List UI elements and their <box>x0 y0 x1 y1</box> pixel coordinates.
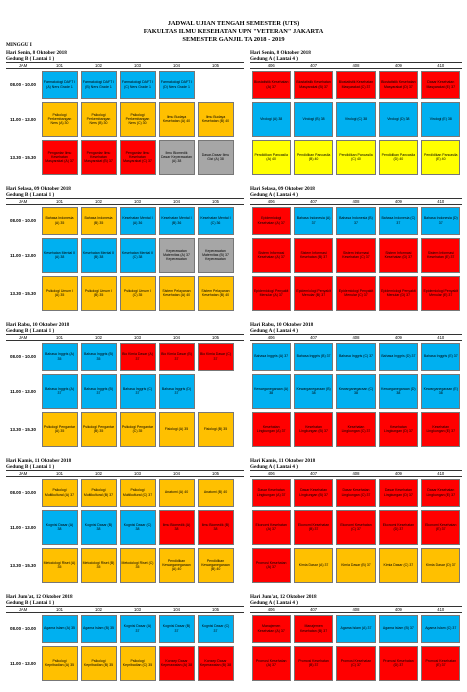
day-label: Hari Senin, 8 Oktober 2018 <box>6 50 67 56</box>
exam-cell: Manajemen Kesehatan (B) 37 <box>294 615 333 643</box>
day-block-left <box>6 458 244 584</box>
building-label: Gedung B ( Lantai 1 ) <box>6 600 55 606</box>
exam-cell: Pengantar Ilmu Kesehatan Masyarakat (A) 37 <box>42 140 78 175</box>
exam-row <box>6 341 244 372</box>
exam-cell: Metodologi Riset (A) 35 <box>42 548 78 583</box>
exam-row <box>250 508 462 546</box>
room-header: 105 <box>212 471 219 476</box>
exam-cell: Bahasa Indonesia (B) 35 <box>81 207 117 235</box>
day-block-left <box>6 594 244 682</box>
exam-cell: Kesehatan Mental II (B) 38 <box>81 238 117 273</box>
exam-cell: Kognisi Dasar (A) 37 <box>120 615 156 643</box>
day-block-left <box>6 50 244 176</box>
week-label: MINGGU I <box>6 42 32 48</box>
room-header: 104 <box>173 607 180 612</box>
exam-cell: Metodologi Riset (C) 35 <box>120 548 156 583</box>
room-header: 410 <box>437 199 445 204</box>
room-header-row <box>250 606 462 613</box>
room-header: 409 <box>394 63 402 68</box>
exam-cell: Promosi Kesehatan (E) 37 <box>421 646 460 681</box>
exam-cell: Epidemiologi Penyakit Menular (C) 37 <box>336 276 375 311</box>
exam-row <box>250 341 462 372</box>
exam-cell: Bahasa Inggris (A) 37 <box>42 374 78 409</box>
exam-cell: Dasar Kesehatan Lingkungan (B) 37 <box>294 479 333 507</box>
exam-cell: Epidemiologi Penyakit Menular (D) 37 <box>379 276 418 311</box>
exam-cell: Dasar Kesehatan Masyarakat (E) 37 <box>421 71 460 99</box>
room-header: 102 <box>95 63 102 68</box>
exam-row <box>6 138 244 176</box>
room-header-row <box>250 62 462 69</box>
time-slot: 08.00 - 10.00 <box>10 626 36 631</box>
exam-cell: Kognisi Dasar (B) 38 <box>81 510 117 545</box>
exam-cell: Sistem Informasi Kesehatan (C) 37 <box>336 238 375 273</box>
room-header: 410 <box>437 335 445 340</box>
exam-row <box>6 205 244 236</box>
exam-row <box>250 100 462 138</box>
exam-cell: Bahasa Indonesia (A) 37 <box>294 207 333 235</box>
exam-cell: Kewarganegaraan (E) 38 <box>421 374 460 409</box>
room-header: 103 <box>134 471 141 476</box>
exam-cell: Kimia Dasar (D) 37 <box>421 548 460 583</box>
exam-cell <box>198 71 234 99</box>
exam-cell: Kesehatan Lingkungan (C) 37 <box>336 412 375 447</box>
exam-cell: Pendidikan Pancasila (A) 40 <box>252 140 291 175</box>
exam-cell: Kognisi Dasar (A) 38 <box>42 510 78 545</box>
room-header: 408 <box>352 63 360 68</box>
exam-cell: Bio Kimia Dasar (A) 37 <box>120 343 156 371</box>
exam-cell: Kewarganegaraan (C) 38 <box>336 374 375 409</box>
room-header: 104 <box>173 63 180 68</box>
exam-cell: Epidemiologi Penyakit Menular (E) 37 <box>421 276 460 311</box>
exam-cell: Ilmu Budaya Kesehatan (A) 40 <box>159 102 195 137</box>
exam-cell: Bahasa Inggris (E) 37 <box>421 343 460 371</box>
time-slot: 08.00 - 10.00 <box>10 354 36 359</box>
exam-cell: Bahasa Inggris (C) 37 <box>336 343 375 371</box>
room-header: 409 <box>394 199 402 204</box>
exam-cell: Epidemiologi Penyakit Menular (A) 37 <box>252 276 291 311</box>
exam-cell: Psikologi Perkembangan Ners (C) 30 <box>120 102 156 137</box>
exam-row <box>250 410 462 448</box>
room-header: 101 <box>56 471 63 476</box>
exam-cell: Agama Islam (A) 37 <box>336 615 375 643</box>
exam-cell: Ekonomi Kesehatan (E) 37 <box>421 510 460 545</box>
exam-row <box>250 274 462 312</box>
exam-cell: Psikologi Multikultural (A) 37 <box>42 479 78 507</box>
exam-cell: Virologi (B) 38 <box>294 102 333 137</box>
room-header: 101 <box>56 607 63 612</box>
time-slot: 08.00 - 10.00 <box>10 490 36 495</box>
exam-cell: Keperawatan Maternitas (A) 37 Keperawatan <box>159 238 195 273</box>
day-label: Hari Jum'at, 12 Oktober 2018 <box>6 594 73 600</box>
room-header: 102 <box>95 471 102 476</box>
room-header-row <box>6 470 244 477</box>
exam-cell: Sistem Pelayanan Kesehatan (A) 40 <box>159 276 195 311</box>
room-header-row <box>6 606 244 613</box>
room-header: 104 <box>173 335 180 340</box>
exam-cell: Biostatistik Kesehatan (A) 37 <box>252 71 291 99</box>
room-header: 409 <box>394 471 402 476</box>
exam-row <box>250 644 462 682</box>
exam-cell: Agama Islam (B) 35 <box>81 615 117 643</box>
exam-cell: Pengantar Ilmu Kesehatan Masyarakat (B) 37 <box>81 140 117 175</box>
time-slot: 13.30 - 15.30 <box>10 426 36 432</box>
room-header: 105 <box>212 607 219 612</box>
exam-cell: Kesehatan Mental I (A) 36 <box>120 207 156 235</box>
exam-row <box>6 644 244 682</box>
exam-cell: Psikologi Perkembangan Ners (A) 30 <box>42 102 78 137</box>
exam-row <box>6 613 244 644</box>
exam-row <box>6 100 244 138</box>
room-header: 103 <box>134 63 141 68</box>
time-column-header: JAM <box>18 335 28 340</box>
exam-cell: Ekonomi Kesehatan (B) 37 <box>294 510 333 545</box>
exam-cell: Bahasa Indonesia (C) 37 <box>379 207 418 235</box>
exam-cell: Psikologi Multikultural (C) 37 <box>120 479 156 507</box>
exam-cell: Bahasa Inggris (A) 35 <box>42 343 78 371</box>
exam-cell: Promosi Kesehatan (A) 37 <box>252 646 291 681</box>
room-header: 105 <box>212 335 219 340</box>
exam-cell: Kesehatan Mental II (C) 38 <box>120 238 156 273</box>
day-block-right <box>250 186 462 312</box>
exam-cell: Sistem Informasi Kesehatan (A) 37 <box>252 238 291 273</box>
exam-cell: Promosi Kesehatan (A) 37 <box>252 548 291 583</box>
time-slot: 13.30 - 15.30 <box>10 154 36 160</box>
exam-cell: Virologi (C) 38 <box>336 102 375 137</box>
exam-cell: Promosi Kesehatan (B) 37 <box>294 646 333 681</box>
exam-cell: Virologi (D) 38 <box>379 102 418 137</box>
exam-cell: Pendidikan Pancasila (D) 40 <box>379 140 418 175</box>
day-label: Hari Jum'at, 12 Oktober 2018 <box>250 594 317 600</box>
day-label: Hari Kamis, 11 Oktober 2018 <box>250 458 316 464</box>
exam-cell: Agama Islam (C) 37 <box>421 615 460 643</box>
day-label: Hari Senin, 8 Oktober 2018 <box>250 50 311 56</box>
room-header: 104 <box>173 199 180 204</box>
building-label: Gedung A ( Lantai 4 ) <box>250 600 298 606</box>
building-label: Gedung B ( Lantai 1 ) <box>6 328 55 334</box>
exam-cell: Farmakologi DAFT I (A) Ners Grade 1 <box>42 71 78 99</box>
building-label: Gedung A ( Lantai 4 ) <box>250 464 298 470</box>
exam-cell: Anatomi (A) 40 <box>159 479 195 507</box>
exam-cell: Bio Kimia Dasar (C) 37 <box>198 343 234 371</box>
exam-cell: Pendidikan Pancasila (B) 40 <box>294 140 333 175</box>
exam-cell: Kesehatan Lingkungan (E) 37 <box>421 412 460 447</box>
exam-cell: Kognisi Dasar (C) 38 <box>120 510 156 545</box>
room-header: 406 <box>267 335 275 340</box>
exam-cell: Bahasa Indonesia (B) 37 <box>336 207 375 235</box>
exam-cell: Agama Islam (B) 37 <box>379 615 418 643</box>
room-header: 103 <box>134 335 141 340</box>
exam-cell: Pendidikan Kewarganegaraan (B) 40 <box>198 548 234 583</box>
exam-row <box>6 236 244 274</box>
time-slot: 11.00 - 13.00 <box>10 252 36 258</box>
room-header: 410 <box>437 63 445 68</box>
exam-cell: Kesehatan Lingkungan (B) 37 <box>294 412 333 447</box>
room-header: 101 <box>56 199 63 204</box>
time-slot: 11.00 - 13.00 <box>10 524 36 530</box>
room-header: 407 <box>310 471 318 476</box>
exam-cell: Dasar Kesehatan Lingkungan (D) 37 <box>379 479 418 507</box>
exam-cell: Farmakologi DAFT I (B) Ners Grade 1 <box>81 71 117 99</box>
time-slot: 11.00 - 13.00 <box>10 660 36 666</box>
room-header: 408 <box>352 199 360 204</box>
day-block-right <box>250 50 462 176</box>
exam-cell: Ilmu Budaya Kesehatan (B) 40 <box>198 102 234 137</box>
day-label: Hari Rabu, 10 Oktober 2018 <box>250 322 314 328</box>
exam-cell: Ilmu Biomedik (A) 38 <box>159 510 195 545</box>
room-header: 102 <box>95 199 102 204</box>
exam-cell: Kewarganegaraan (D) 38 <box>379 374 418 409</box>
exam-row <box>6 69 244 100</box>
exam-cell: Anatomi (B) 40 <box>198 479 234 507</box>
building-label: Gedung A ( Lantai 4 ) <box>250 192 298 198</box>
exam-cell: Farmakologi DAFT I (C) Ners Grade 1 <box>120 71 156 99</box>
exam-cell: Ekonomi Kesehatan (D) 37 <box>379 510 418 545</box>
exam-row <box>6 508 244 546</box>
doc-semester: SEMESTER GANJIL TA 2018 - 2019 <box>182 36 285 43</box>
exam-cell: Psikologi Kepribadian (C) 35 <box>120 646 156 681</box>
exam-cell: Epidemiologi Penyakit Menular (B) 37 <box>294 276 333 311</box>
exam-cell: Kimia Dasar (C) 37 <box>379 548 418 583</box>
exam-cell: Metodologi Riset (B) 35 <box>81 548 117 583</box>
room-header: 101 <box>56 63 63 68</box>
exam-row <box>250 613 462 644</box>
room-header-row <box>6 198 244 205</box>
exam-cell: Virologi (E) 38 <box>421 102 460 137</box>
exam-cell: Sistem Informasi Kesehatan (B) 37 <box>294 238 333 273</box>
exam-cell: Ekonomi Kesehatan (A) 37 <box>252 510 291 545</box>
exam-cell: Kimia Dasar (A) 37 <box>294 548 333 583</box>
room-header: 105 <box>212 199 219 204</box>
exam-cell: Bahasa Inggris (D) 37 <box>379 343 418 371</box>
exam-cell: Biostatistik Kesehatan Masyarakat (C) 37 <box>336 71 375 99</box>
exam-cell: Bahasa Inggris (B) 35 <box>81 343 117 371</box>
exam-cell: Konsep Dasar Keperawatan (B) 38 <box>198 646 234 681</box>
exam-cell: Promosi Kesehatan (D) 37 <box>379 646 418 681</box>
exam-row <box>6 274 244 312</box>
exam-cell: Epidemiologi Kesehatan (A) 37 <box>252 207 291 235</box>
exam-cell: Pendidikan Pancasila (C) 40 <box>336 140 375 175</box>
exam-cell: Kewarganegaraan (A) 38 <box>252 374 291 409</box>
building-label: Gedung B ( Lantai 1 ) <box>6 192 55 198</box>
room-header: 406 <box>267 607 275 612</box>
day-label: Hari Kamis, 11 Oktober 2018 <box>6 458 72 464</box>
room-header: 408 <box>352 607 360 612</box>
exam-row <box>250 205 462 236</box>
exam-cell: Pendidikan Pancasila (E) 40 <box>421 140 460 175</box>
exam-cell: Psikologi Perkembangan Ners (B) 30 <box>81 102 117 137</box>
room-header: 105 <box>212 63 219 68</box>
room-header: 409 <box>394 335 402 340</box>
time-column-header: JAM <box>18 471 28 476</box>
exam-cell: Sistem Pelayanan Kesehatan (B) 40 <box>198 276 234 311</box>
exam-cell: Psikologi Multikultural (B) 37 <box>81 479 117 507</box>
exam-row <box>250 69 462 100</box>
exam-cell: Dasar-Dasar Ilmu Gizi (A) 38 <box>198 140 234 175</box>
room-header: 409 <box>394 607 402 612</box>
exam-cell: Psikologi Pengantar (C) 35 <box>120 412 156 447</box>
exam-row <box>250 372 462 410</box>
room-header-row <box>250 334 462 341</box>
time-slot: 11.00 - 13.00 <box>10 116 36 122</box>
exam-cell: Kognisi Dasar (C) 37 <box>198 615 234 643</box>
building-label: Gedung A ( Lantai 4 ) <box>250 328 298 334</box>
exam-cell: Bahasa Inggris (A) 37 <box>252 343 291 371</box>
day-label: Hari Selasa, 09 Oktober 2018 <box>6 186 71 192</box>
room-header: 104 <box>173 471 180 476</box>
exam-cell: Bahasa Inggris (B) 37 <box>294 343 333 371</box>
exam-row <box>6 410 244 448</box>
exam-row <box>6 372 244 410</box>
day-label: Hari Selasa, 09 Oktober 2018 <box>250 186 315 192</box>
room-header-row <box>250 470 462 477</box>
exam-cell: Bahasa Indonesia (A) 35 <box>42 207 78 235</box>
day-block-right <box>250 458 462 584</box>
exam-cell <box>198 374 234 409</box>
time-slot: 08.00 - 10.00 <box>10 82 36 87</box>
exam-cell: Sistem Informasi Kesehatan (E) 37 <box>421 238 460 273</box>
exam-cell: Psikologi Kepribadian (B) 35 <box>81 646 117 681</box>
exam-cell: Ekonomi Kesehatan (C) 37 <box>336 510 375 545</box>
exam-cell: Biostatistik Kesehatan Masyarakat (B) 37 <box>294 71 333 99</box>
exam-cell: Bahasa Indonesia (D) 37 <box>421 207 460 235</box>
time-column-header: JAM <box>18 607 28 612</box>
exam-row <box>250 236 462 274</box>
exam-cell: Pengantar Ilmu Kesehatan Masyarakat (C) 37 <box>120 140 156 175</box>
exam-row <box>6 477 244 508</box>
time-column-header: JAM <box>18 199 28 204</box>
exam-cell: Bahasa Inggris (D) 37 <box>159 374 195 409</box>
building-label: Gedung B ( Lantai 1 ) <box>6 464 55 470</box>
building-label: Gedung A ( Lantai 4 ) <box>250 56 298 62</box>
exam-cell: Promosi Kesehatan (C) 37 <box>336 646 375 681</box>
exam-cell: Konsep Dasar Keperawatan (A) 38 <box>159 646 195 681</box>
exam-row <box>250 546 462 584</box>
exam-cell: Fisiologi (A) 35 <box>159 412 195 447</box>
exam-cell: Fisiologi (B) 35 <box>198 412 234 447</box>
room-header: 406 <box>267 199 275 204</box>
exam-cell: Bio Kimia Dasar (B) 37 <box>159 343 195 371</box>
exam-cell: Psikologi Umum I (A) 35 <box>42 276 78 311</box>
day-block-right <box>250 322 462 448</box>
exam-cell: Virologi (A) 38 <box>252 102 291 137</box>
room-header: 102 <box>95 607 102 612</box>
exam-cell: Kesehatan Mental I (B) 36 <box>159 207 195 235</box>
room-header-row <box>6 334 244 341</box>
building-label: Gedung B ( Lantai 1 ) <box>6 56 55 62</box>
room-header-row <box>6 62 244 69</box>
exam-row <box>250 477 462 508</box>
room-header: 408 <box>352 335 360 340</box>
room-header-row <box>250 198 462 205</box>
exam-cell: Psikologi Pengantar (B) 35 <box>81 412 117 447</box>
room-header: 407 <box>310 607 318 612</box>
exam-cell: Psikologi Umum I (B) 35 <box>81 276 117 311</box>
room-header: 103 <box>134 607 141 612</box>
room-header: 103 <box>134 199 141 204</box>
time-slot: 13.30 - 15.30 <box>10 562 36 568</box>
room-header: 406 <box>267 63 275 68</box>
exam-cell: Sistem Informasi Kesehatan (D) 37 <box>379 238 418 273</box>
exam-cell: Kesehatan Lingkungan (D) 37 <box>379 412 418 447</box>
time-slot: 13.30 - 15.30 <box>10 290 36 296</box>
exam-cell: Kesehatan Mental I (C) 36 <box>198 207 234 235</box>
exam-cell: Kewarganegaraan (B) 38 <box>294 374 333 409</box>
exam-cell: Kesehatan Lingkungan (A) 37 <box>252 412 291 447</box>
exam-cell: Farmakologi DAFT I (D) Ners Grade 1 <box>159 71 195 99</box>
exam-cell: Dasar Kesehatan Lingkungan (C) 37 <box>336 479 375 507</box>
doc-faculty: FAKULTAS ILMU KESEHATAN UPN "VETERAN" JAKARTA <box>143 28 324 35</box>
exam-cell: Kognisi Dasar (B) 37 <box>159 615 195 643</box>
exam-cell: Kesehatan Mental II (A) 38 <box>42 238 78 273</box>
room-header: 407 <box>310 199 318 204</box>
room-header: 410 <box>437 471 445 476</box>
room-header: 408 <box>352 471 360 476</box>
room-header: 406 <box>267 471 275 476</box>
exam-cell: Biostatistik Kesehatan Masyarakat (D) 37 <box>379 71 418 99</box>
room-header: 101 <box>56 335 63 340</box>
exam-row <box>6 546 244 584</box>
doc-title: JADWAL UJIAN TENGAH SEMESTER (UTS) <box>167 20 300 27</box>
time-column-header: JAM <box>18 63 28 68</box>
exam-cell: Dasar Kesehatan Lingkungan (E) 37 <box>421 479 460 507</box>
exam-cell: Bahasa Inggris (B) 37 <box>81 374 117 409</box>
exam-cell: Manajemen Kesehatan (A) 37 <box>252 615 291 643</box>
day-block-right <box>250 594 462 682</box>
exam-cell: Kimia Dasar (B) 37 <box>336 548 375 583</box>
room-header: 102 <box>95 335 102 340</box>
exam-cell: Psikologi Umum I (C) 35 <box>120 276 156 311</box>
exam-cell: Bahasa Inggris (C) 37 <box>120 374 156 409</box>
room-header: 407 <box>310 335 318 340</box>
exam-cell: Psikologi Kepribadian (A) 35 <box>42 646 78 681</box>
day-block-left <box>6 322 244 448</box>
exam-cell: Dasar Kesehatan Lingkungan (A) 37 <box>252 479 291 507</box>
exam-cell: Keperawatan Maternitas (B) 37 Keperawatan <box>198 238 234 273</box>
time-slot: 11.00 - 13.00 <box>10 388 36 394</box>
exam-row <box>250 138 462 176</box>
exam-cell: Pendidikan Kewarganegaraan (A) 40 <box>159 548 195 583</box>
room-header: 410 <box>437 607 445 612</box>
exam-cell: Agama Islam (A) 35 <box>42 615 78 643</box>
time-slot: 08.00 - 10.00 <box>10 218 36 223</box>
exam-cell: Ilmu Biomedik (B) 38 <box>198 510 234 545</box>
day-block-left <box>6 186 244 312</box>
exam-cell: Psikologi Pengantar (A) 35 <box>42 412 78 447</box>
day-label: Hari Rabu, 10 Oktober 2018 <box>6 322 70 328</box>
room-header: 407 <box>310 63 318 68</box>
exam-cell: Ilmu Biomedik Dasar Keperawatan (A) 38 <box>159 140 195 175</box>
